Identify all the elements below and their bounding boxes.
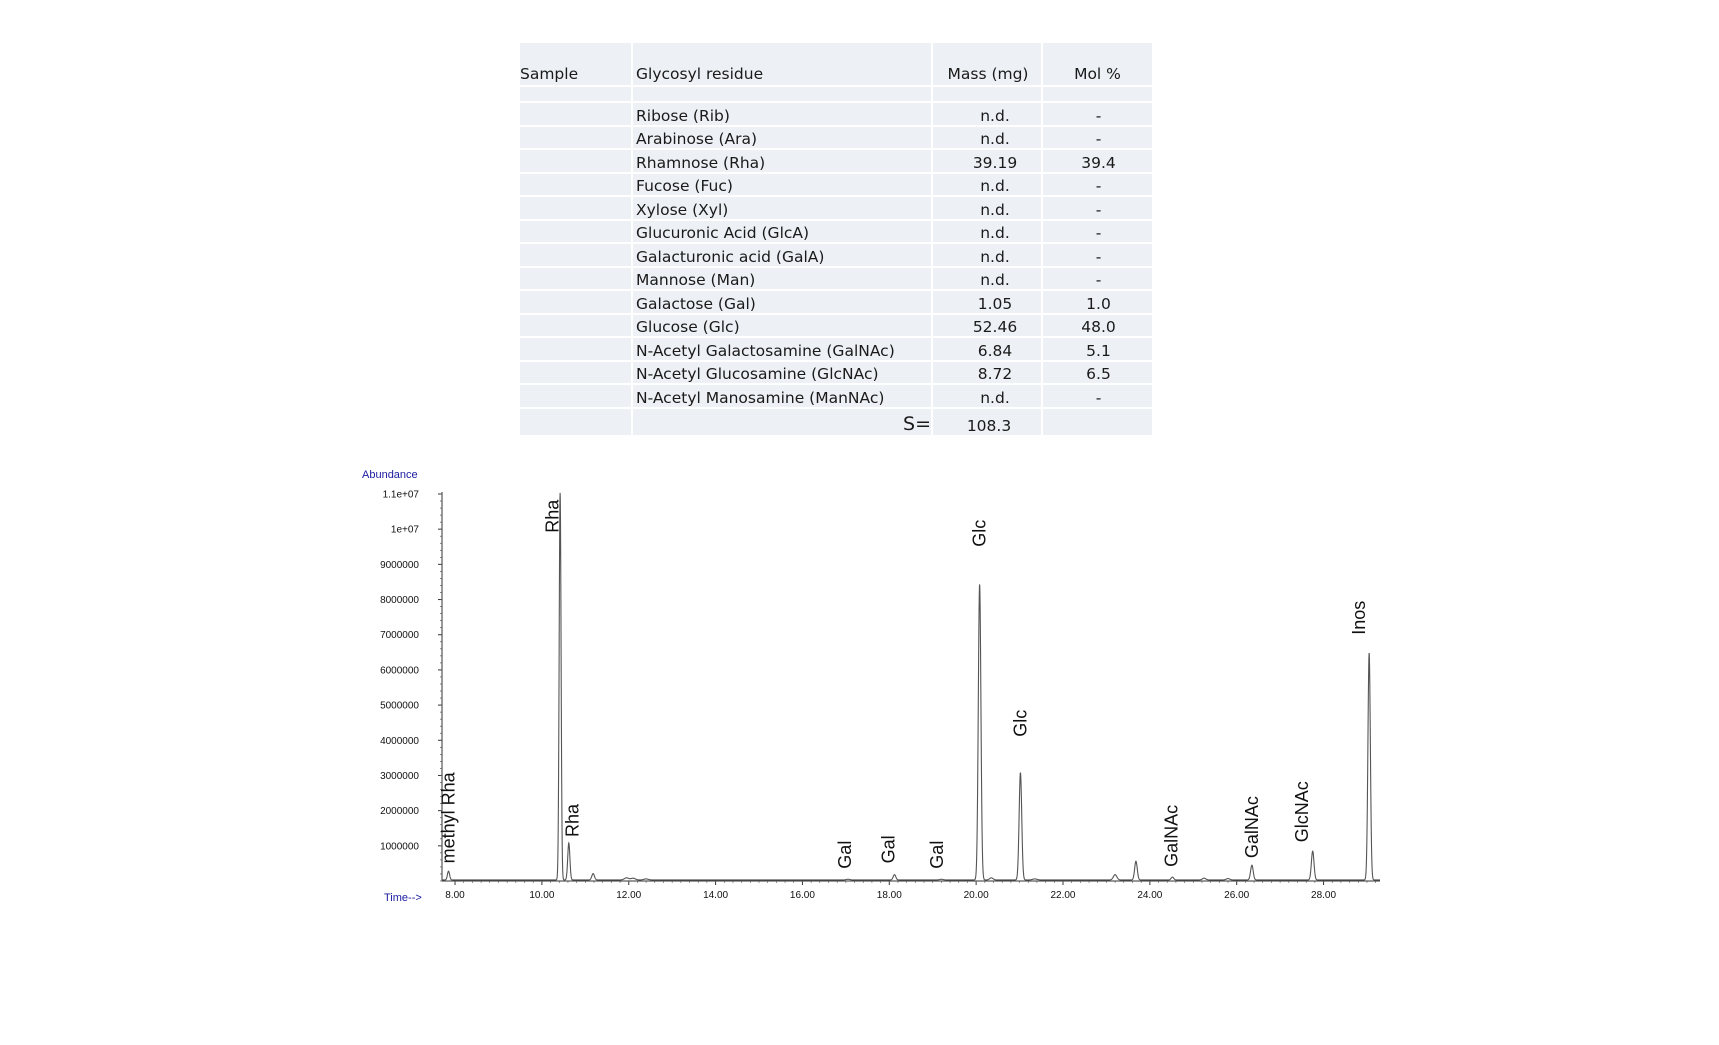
mol-cell: - <box>1042 267 1152 291</box>
peak-label: Rha <box>542 499 563 533</box>
y-tick-label: 3000000 <box>380 770 419 782</box>
y-tick-label: 7000000 <box>380 630 419 642</box>
mol-cell: - <box>1042 384 1152 408</box>
y-tick-label: 1000000 <box>380 841 419 853</box>
y-tick-label: 9000000 <box>380 559 419 571</box>
y-tick-label: 1e+07 <box>390 524 419 536</box>
x-ticks <box>445 881 1375 901</box>
peak-label: Gal <box>878 835 899 864</box>
mass-cell: 8.72 <box>932 361 1042 385</box>
x-tick-label: 16.00 <box>789 890 815 901</box>
mass-cell: n.d. <box>932 243 1042 267</box>
mass-cell: n.d. <box>932 126 1042 150</box>
residue-cell: Xylose (Xyl) <box>632 196 932 220</box>
residue-cell: Galacturonic acid (GalA) <box>632 243 932 267</box>
x-tick-label: 20.00 <box>963 890 989 901</box>
peak-label: Inos <box>1349 600 1370 635</box>
x-tick-label: 10.00 <box>529 890 555 901</box>
x-tick-label: 28.00 <box>1311 890 1337 901</box>
mol-cell: - <box>1042 243 1152 267</box>
peak-label: GlcNAc <box>1291 781 1312 843</box>
y-axis-title: Abundance <box>362 469 418 481</box>
mass-cell: 39.19 <box>932 149 1042 173</box>
residue-cell: Rhamnose (Rha) <box>632 149 932 173</box>
header-sample: Sample <box>520 43 632 86</box>
mol-cell: 48.0 <box>1042 314 1152 338</box>
header-mol: Mol % <box>1042 43 1152 86</box>
header-mass: Mass (mg) <box>932 43 1042 86</box>
peak-label: Gal <box>927 840 948 869</box>
residue-cell: N-Acetyl Galactosamine (GalNAc) <box>632 337 932 361</box>
peak-label: methyl Rha <box>438 772 459 864</box>
x-tick-label: 8.00 <box>445 890 465 901</box>
axes <box>442 492 1380 881</box>
x-tick-label: 12.00 <box>616 890 642 901</box>
residue-cell: Arabinose (Ara) <box>632 126 932 150</box>
y-tick-label: 2000000 <box>380 806 419 818</box>
header-residue: Glycosyl residue <box>632 43 932 86</box>
y-tick-label: 4000000 <box>380 735 419 747</box>
x-axis-title: Time--> <box>384 892 422 904</box>
mass-cell: n.d. <box>932 173 1042 197</box>
peak-labels <box>439 499 1370 869</box>
mass-cell: n.d. <box>932 102 1042 126</box>
y-tick-label: 1.1e+07 <box>382 489 419 501</box>
mass-cell: 52.46 <box>932 314 1042 338</box>
mass-cell: n.d. <box>932 384 1042 408</box>
peak-label: Glc <box>969 519 990 547</box>
y-ticks <box>380 490 442 882</box>
x-tick-label: 18.00 <box>876 890 902 901</box>
x-tick-label: 22.00 <box>1050 890 1076 901</box>
x-tick-label: 24.00 <box>1137 890 1163 901</box>
residue-cell: Fucose (Fuc) <box>632 173 932 197</box>
peak-label: Rha <box>562 803 583 838</box>
mass-cell: 1.05 <box>932 290 1042 314</box>
residue-cell: N-Acetyl Glucosamine (GlcNAc) <box>632 361 932 385</box>
mass-cell: n.d. <box>932 220 1042 244</box>
mol-cell: - <box>1042 220 1152 244</box>
x-tick-label: 26.00 <box>1224 890 1250 901</box>
residue-cell: Ribose (Rib) <box>632 102 932 126</box>
y-tick-label: 5000000 <box>380 700 419 712</box>
peak-label: GalNAc <box>1241 796 1262 859</box>
residue-cell: Galactose (Gal) <box>632 290 932 314</box>
mol-cell: - <box>1042 173 1152 197</box>
sum-label: S= <box>632 408 932 436</box>
chromatogram-trace <box>442 493 1380 880</box>
peak-label: Gal <box>834 840 855 869</box>
x-tick-label: 14.00 <box>703 890 729 901</box>
mass-cell: n.d. <box>932 196 1042 220</box>
peak-label: Glc <box>1010 709 1031 737</box>
mol-cell: 6.5 <box>1042 361 1152 385</box>
residue-cell: Glucose (Glc) <box>632 314 932 338</box>
residue-cell: N-Acetyl Manosamine (ManNAc) <box>632 384 932 408</box>
y-tick-label: 6000000 <box>380 665 419 677</box>
mol-cell: 1.0 <box>1042 290 1152 314</box>
residue-cell: Mannose (Man) <box>632 267 932 291</box>
peak-label: GalNAc <box>1161 804 1182 867</box>
mol-cell: - <box>1042 126 1152 150</box>
residue-cell: Glucuronic Acid (GlcA) <box>632 220 932 244</box>
mass-cell: n.d. <box>932 267 1042 291</box>
mol-cell: 5.1 <box>1042 337 1152 361</box>
mol-cell: 39.4 <box>1042 149 1152 173</box>
mass-cell: 6.84 <box>932 337 1042 361</box>
sum-value: 108.3 <box>932 408 1042 436</box>
mol-cell: - <box>1042 102 1152 126</box>
mol-cell: - <box>1042 196 1152 220</box>
y-tick-label: 8000000 <box>380 595 419 607</box>
